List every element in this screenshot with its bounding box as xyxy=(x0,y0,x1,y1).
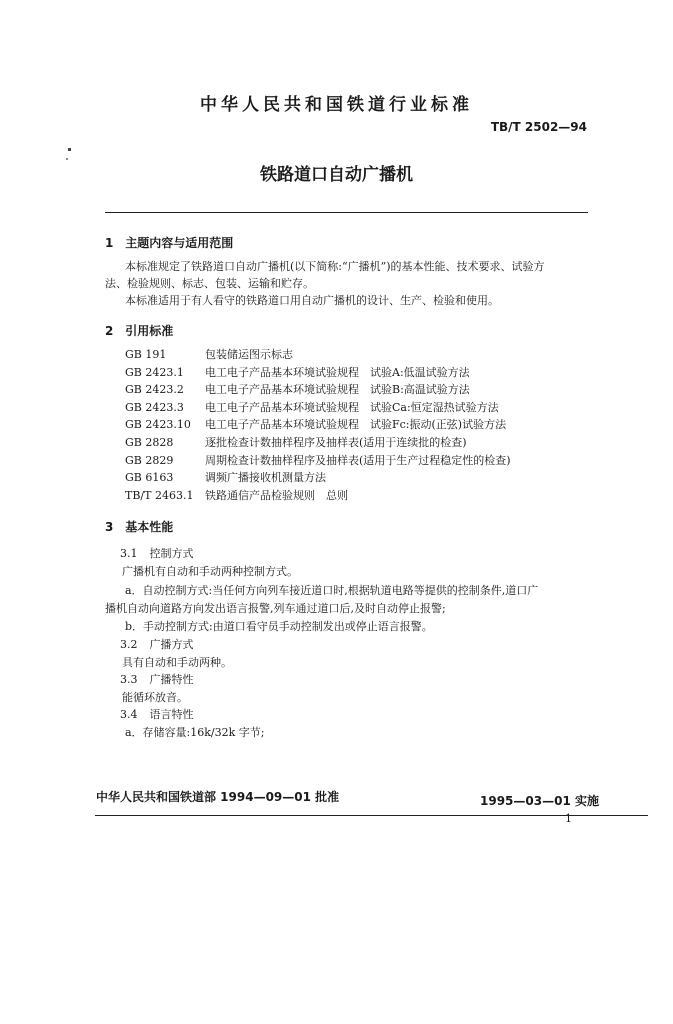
section-3-heading xyxy=(105,518,173,535)
reference-code: TB/T 2463.1 xyxy=(125,488,194,502)
reference-row xyxy=(125,381,595,399)
subsection-number: 3.4 xyxy=(120,708,138,721)
subsection-number: 3.1 xyxy=(120,547,138,560)
reference-code: GB 2423.10 xyxy=(125,418,191,432)
section-1-para-1-line-1: 本标准规定了铁路道口自动广播机(以下简称:“广播机”)的基本性能、技术要求、试验方 xyxy=(125,260,545,273)
section-1-para-2: 本标准适用于有人看守的铁路道口用自动广播机的设计、生产、检验和使用。 xyxy=(125,294,499,307)
item-b: b．手动控制方式:由道口看守员手动控制发出或停止语言报警。 xyxy=(125,620,433,633)
subsection-title: 广播方式 xyxy=(149,638,194,651)
reference-list xyxy=(125,346,595,504)
reference-name: 逐批检查计数抽样程序及抽样表(适用于连续批的检查) xyxy=(205,435,467,449)
reference-name: 电工电子产品基本环境试验规程 试验Fc:振动(正弦)试验方法 xyxy=(205,418,507,432)
reference-code: GB 2423.3 xyxy=(125,400,184,414)
subsection-title: 控制方式 xyxy=(149,547,194,560)
org-standard-heading: 中华人民共和国铁道行业标准 xyxy=(200,95,473,115)
reference-name: 调频广播接收机测量方法 xyxy=(205,471,326,485)
reference-row xyxy=(125,452,595,470)
reference-name: 周期检查计数抽样程序及抽样表(适用于生产过程稳定性的检查) xyxy=(205,453,511,467)
scan-speck xyxy=(68,148,71,151)
reference-name: 电工电子产品基本环境试验规程 试验B:高温试验方法 xyxy=(205,383,470,397)
subsection-3-2-text: 具有自动和手动两种。 xyxy=(122,656,232,669)
effective-date: 1995—03—01 实施 xyxy=(480,794,599,808)
section-number: 2 xyxy=(105,324,114,338)
document-title: 铁路道口自动广播机 xyxy=(260,165,413,185)
reference-row xyxy=(125,434,595,452)
reference-code: GB 6163 xyxy=(125,471,174,485)
subsection-3-3-text: 能循环放音。 xyxy=(122,691,188,704)
subsection-number: 3.3 xyxy=(120,673,138,686)
item-a-storage: a．存储容量:16k/32k 字节; xyxy=(125,726,265,739)
reference-row xyxy=(125,364,595,382)
section-number: 1 xyxy=(105,236,114,250)
section-1-para-1-line-2: 法、检验规则、标志、包装、运输和贮存。 xyxy=(105,277,314,290)
reference-code: GB 2828 xyxy=(125,435,174,449)
reference-row xyxy=(125,469,595,487)
reference-name: 铁路通信产品检验规则 总则 xyxy=(205,488,348,502)
subsection-3-4-heading xyxy=(120,706,194,722)
item-a-line-1: a．自动控制方式:当任何方向列车接近道口时,根据轨道电路等提供的控制条件,道口广 xyxy=(125,584,539,597)
page-number: 1 xyxy=(565,812,572,825)
reference-row xyxy=(125,416,595,434)
subsection-3-1-heading xyxy=(120,545,194,561)
reference-code: GB 2423.2 xyxy=(125,383,184,397)
reference-row xyxy=(125,346,595,364)
section-title: 基本性能 xyxy=(125,520,174,534)
standard-number: TB/T 2502—94 xyxy=(490,120,587,134)
reference-code: GB 191 xyxy=(125,348,167,361)
reference-code: GB 2829 xyxy=(125,453,174,467)
subsection-3-1-text: 广播机有自动和手动两种控制方式。 xyxy=(122,565,298,578)
subsection-3-2-heading xyxy=(120,636,194,652)
reference-code: GB 2423.1 xyxy=(125,365,184,379)
subsection-title: 广播特性 xyxy=(149,673,194,686)
approval-line: 中华人民共和国铁道部 1994—09—01 批准 xyxy=(96,790,340,804)
reference-row xyxy=(125,399,595,417)
section-title: 主题内容与适用范围 xyxy=(125,236,234,250)
subsection-number: 3.2 xyxy=(120,638,138,651)
item-a-line-2: 播机自动向道路方向发出语言报警,列车通过道口后,及时自动停止报警; xyxy=(105,602,446,615)
section-2-heading xyxy=(105,322,173,339)
subsection-title: 语言特性 xyxy=(149,708,194,721)
title-divider xyxy=(105,212,588,213)
reference-name: 电工电子产品基本环境试验规程 试验A:低温试验方法 xyxy=(205,365,470,379)
reference-row xyxy=(125,487,595,505)
reference-name: 电工电子产品基本环境试验规程 试验Ca:恒定湿热试验方法 xyxy=(205,400,499,414)
section-title: 引用标准 xyxy=(125,324,174,338)
section-number: 3 xyxy=(105,520,114,534)
section-1-heading xyxy=(105,234,233,251)
subsection-3-3-heading xyxy=(120,671,194,687)
footer-divider xyxy=(95,815,648,816)
reference-name: 包装储运图示标志 xyxy=(205,348,293,361)
